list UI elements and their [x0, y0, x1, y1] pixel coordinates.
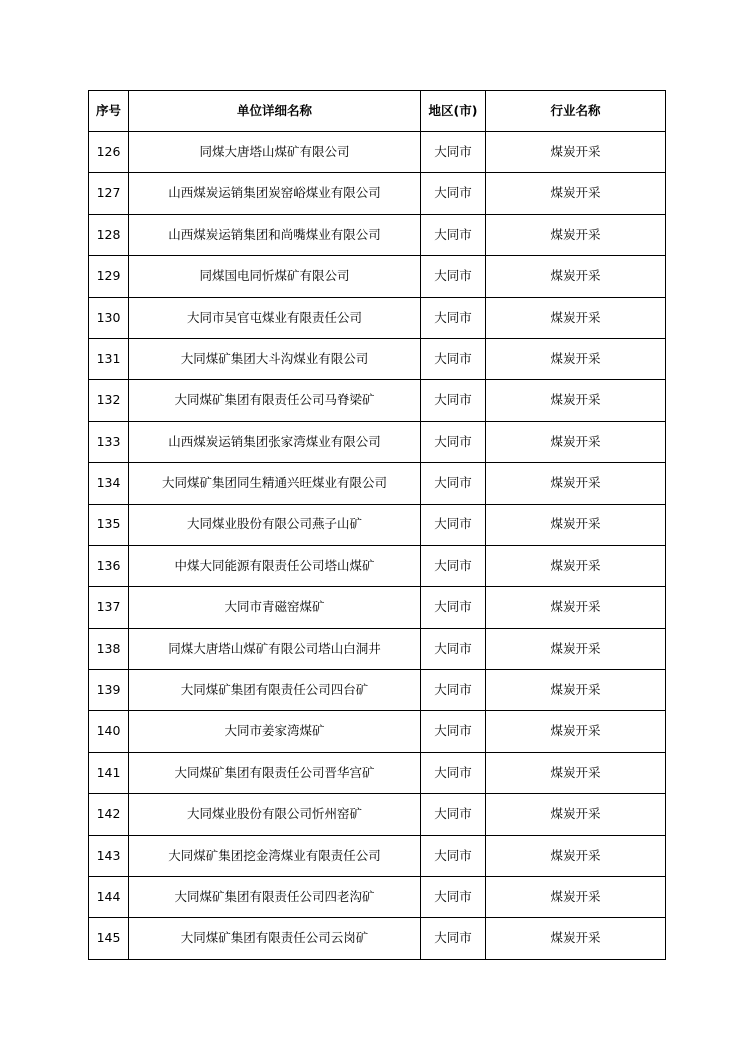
unit-name-cell: 大同煤矿集团大斗沟煤业有限公司	[129, 338, 421, 379]
header-industry: 行业名称	[486, 91, 666, 132]
industry-cell: 煤炭开采	[486, 545, 666, 586]
serial-number-cell: 143	[89, 835, 129, 876]
table-row	[89, 794, 666, 835]
unit-name-cell: 大同煤矿集团有限责任公司晋华宫矿	[129, 752, 421, 793]
industry-cell: 煤炭开采	[486, 132, 666, 173]
industry-cell: 煤炭开采	[486, 214, 666, 255]
region-cell: 大同市	[421, 338, 486, 379]
unit-name-cell: 大同煤业股份有限公司燕子山矿	[129, 504, 421, 545]
region-cell: 大同市	[421, 132, 486, 173]
industry-cell: 煤炭开采	[486, 504, 666, 545]
unit-name-cell: 山西煤炭运销集团炭窑峪煤业有限公司	[129, 173, 421, 214]
table-row	[89, 297, 666, 338]
region-cell: 大同市	[421, 794, 486, 835]
region-cell: 大同市	[421, 877, 486, 918]
enterprise-table	[88, 90, 666, 960]
industry-cell: 煤炭开采	[486, 835, 666, 876]
serial-number-cell: 142	[89, 794, 129, 835]
industry-cell: 煤炭开采	[486, 711, 666, 752]
table-row	[89, 214, 666, 255]
serial-number-cell: 126	[89, 132, 129, 173]
unit-name-cell: 山西煤炭运销集团和尚嘴煤业有限公司	[129, 214, 421, 255]
industry-cell: 煤炭开采	[486, 752, 666, 793]
unit-name-cell: 中煤大同能源有限责任公司塔山煤矿	[129, 545, 421, 586]
region-cell: 大同市	[421, 752, 486, 793]
serial-number-cell: 135	[89, 504, 129, 545]
region-cell: 大同市	[421, 297, 486, 338]
table-row	[89, 256, 666, 297]
serial-number-cell: 141	[89, 752, 129, 793]
industry-cell: 煤炭开采	[486, 297, 666, 338]
unit-name-cell: 同煤国电同忻煤矿有限公司	[129, 256, 421, 297]
region-cell: 大同市	[421, 380, 486, 421]
region-cell: 大同市	[421, 918, 486, 959]
serial-number-cell: 144	[89, 877, 129, 918]
header-serial-number: 序号	[89, 91, 129, 132]
table-row	[89, 918, 666, 959]
header-region: 地区(市)	[421, 91, 486, 132]
unit-name-cell: 同煤大唐塔山煤矿有限公司	[129, 132, 421, 173]
unit-name-cell: 大同煤矿集团同生精通兴旺煤业有限公司	[129, 463, 421, 504]
industry-cell: 煤炭开采	[486, 918, 666, 959]
region-cell: 大同市	[421, 463, 486, 504]
serial-number-cell: 140	[89, 711, 129, 752]
serial-number-cell: 134	[89, 463, 129, 504]
table-body	[89, 132, 666, 960]
table-row	[89, 628, 666, 669]
unit-name-cell: 大同煤矿集团有限责任公司马脊梁矿	[129, 380, 421, 421]
header-unit-name: 单位详细名称	[129, 91, 421, 132]
serial-number-cell: 132	[89, 380, 129, 421]
unit-name-cell: 大同煤矿集团有限责任公司四台矿	[129, 670, 421, 711]
serial-number-cell: 131	[89, 338, 129, 379]
unit-name-cell: 大同煤矿集团有限责任公司四老沟矿	[129, 877, 421, 918]
table-row	[89, 338, 666, 379]
industry-cell: 煤炭开采	[486, 256, 666, 297]
serial-number-cell: 137	[89, 587, 129, 628]
region-cell: 大同市	[421, 587, 486, 628]
unit-name-cell: 大同市姜家湾煤矿	[129, 711, 421, 752]
industry-cell: 煤炭开采	[486, 380, 666, 421]
region-cell: 大同市	[421, 173, 486, 214]
serial-number-cell: 145	[89, 918, 129, 959]
serial-number-cell: 130	[89, 297, 129, 338]
industry-cell: 煤炭开采	[486, 587, 666, 628]
table-row	[89, 132, 666, 173]
serial-number-cell: 129	[89, 256, 129, 297]
serial-number-cell: 138	[89, 628, 129, 669]
region-cell: 大同市	[421, 670, 486, 711]
unit-name-cell: 大同市青磁窑煤矿	[129, 587, 421, 628]
unit-name-cell: 大同市吴官屯煤业有限责任公司	[129, 297, 421, 338]
industry-cell: 煤炭开采	[486, 628, 666, 669]
region-cell: 大同市	[421, 421, 486, 462]
region-cell: 大同市	[421, 628, 486, 669]
table-header-row	[89, 91, 666, 132]
serial-number-cell: 133	[89, 421, 129, 462]
table-row	[89, 670, 666, 711]
unit-name-cell: 同煤大唐塔山煤矿有限公司塔山白洞井	[129, 628, 421, 669]
table-row	[89, 752, 666, 793]
industry-cell: 煤炭开采	[486, 670, 666, 711]
table-row	[89, 173, 666, 214]
region-cell: 大同市	[421, 545, 486, 586]
unit-name-cell: 大同煤矿集团挖金湾煤业有限责任公司	[129, 835, 421, 876]
industry-cell: 煤炭开采	[486, 794, 666, 835]
table-row	[89, 504, 666, 545]
industry-cell: 煤炭开采	[486, 877, 666, 918]
industry-cell: 煤炭开采	[486, 463, 666, 504]
table-row	[89, 835, 666, 876]
table-row	[89, 545, 666, 586]
region-cell: 大同市	[421, 504, 486, 545]
serial-number-cell: 127	[89, 173, 129, 214]
region-cell: 大同市	[421, 711, 486, 752]
industry-cell: 煤炭开采	[486, 338, 666, 379]
table-row	[89, 587, 666, 628]
unit-name-cell: 大同煤矿集团有限责任公司云岗矿	[129, 918, 421, 959]
industry-cell: 煤炭开采	[486, 173, 666, 214]
unit-name-cell: 大同煤业股份有限公司忻州窑矿	[129, 794, 421, 835]
region-cell: 大同市	[421, 835, 486, 876]
table-row	[89, 380, 666, 421]
serial-number-cell: 139	[89, 670, 129, 711]
table-row	[89, 711, 666, 752]
table-row	[89, 421, 666, 462]
region-cell: 大同市	[421, 256, 486, 297]
unit-name-cell: 山西煤炭运销集团张家湾煤业有限公司	[129, 421, 421, 462]
serial-number-cell: 136	[89, 545, 129, 586]
serial-number-cell: 128	[89, 214, 129, 255]
industry-cell: 煤炭开采	[486, 421, 666, 462]
table-row	[89, 877, 666, 918]
region-cell: 大同市	[421, 214, 486, 255]
table-row	[89, 463, 666, 504]
